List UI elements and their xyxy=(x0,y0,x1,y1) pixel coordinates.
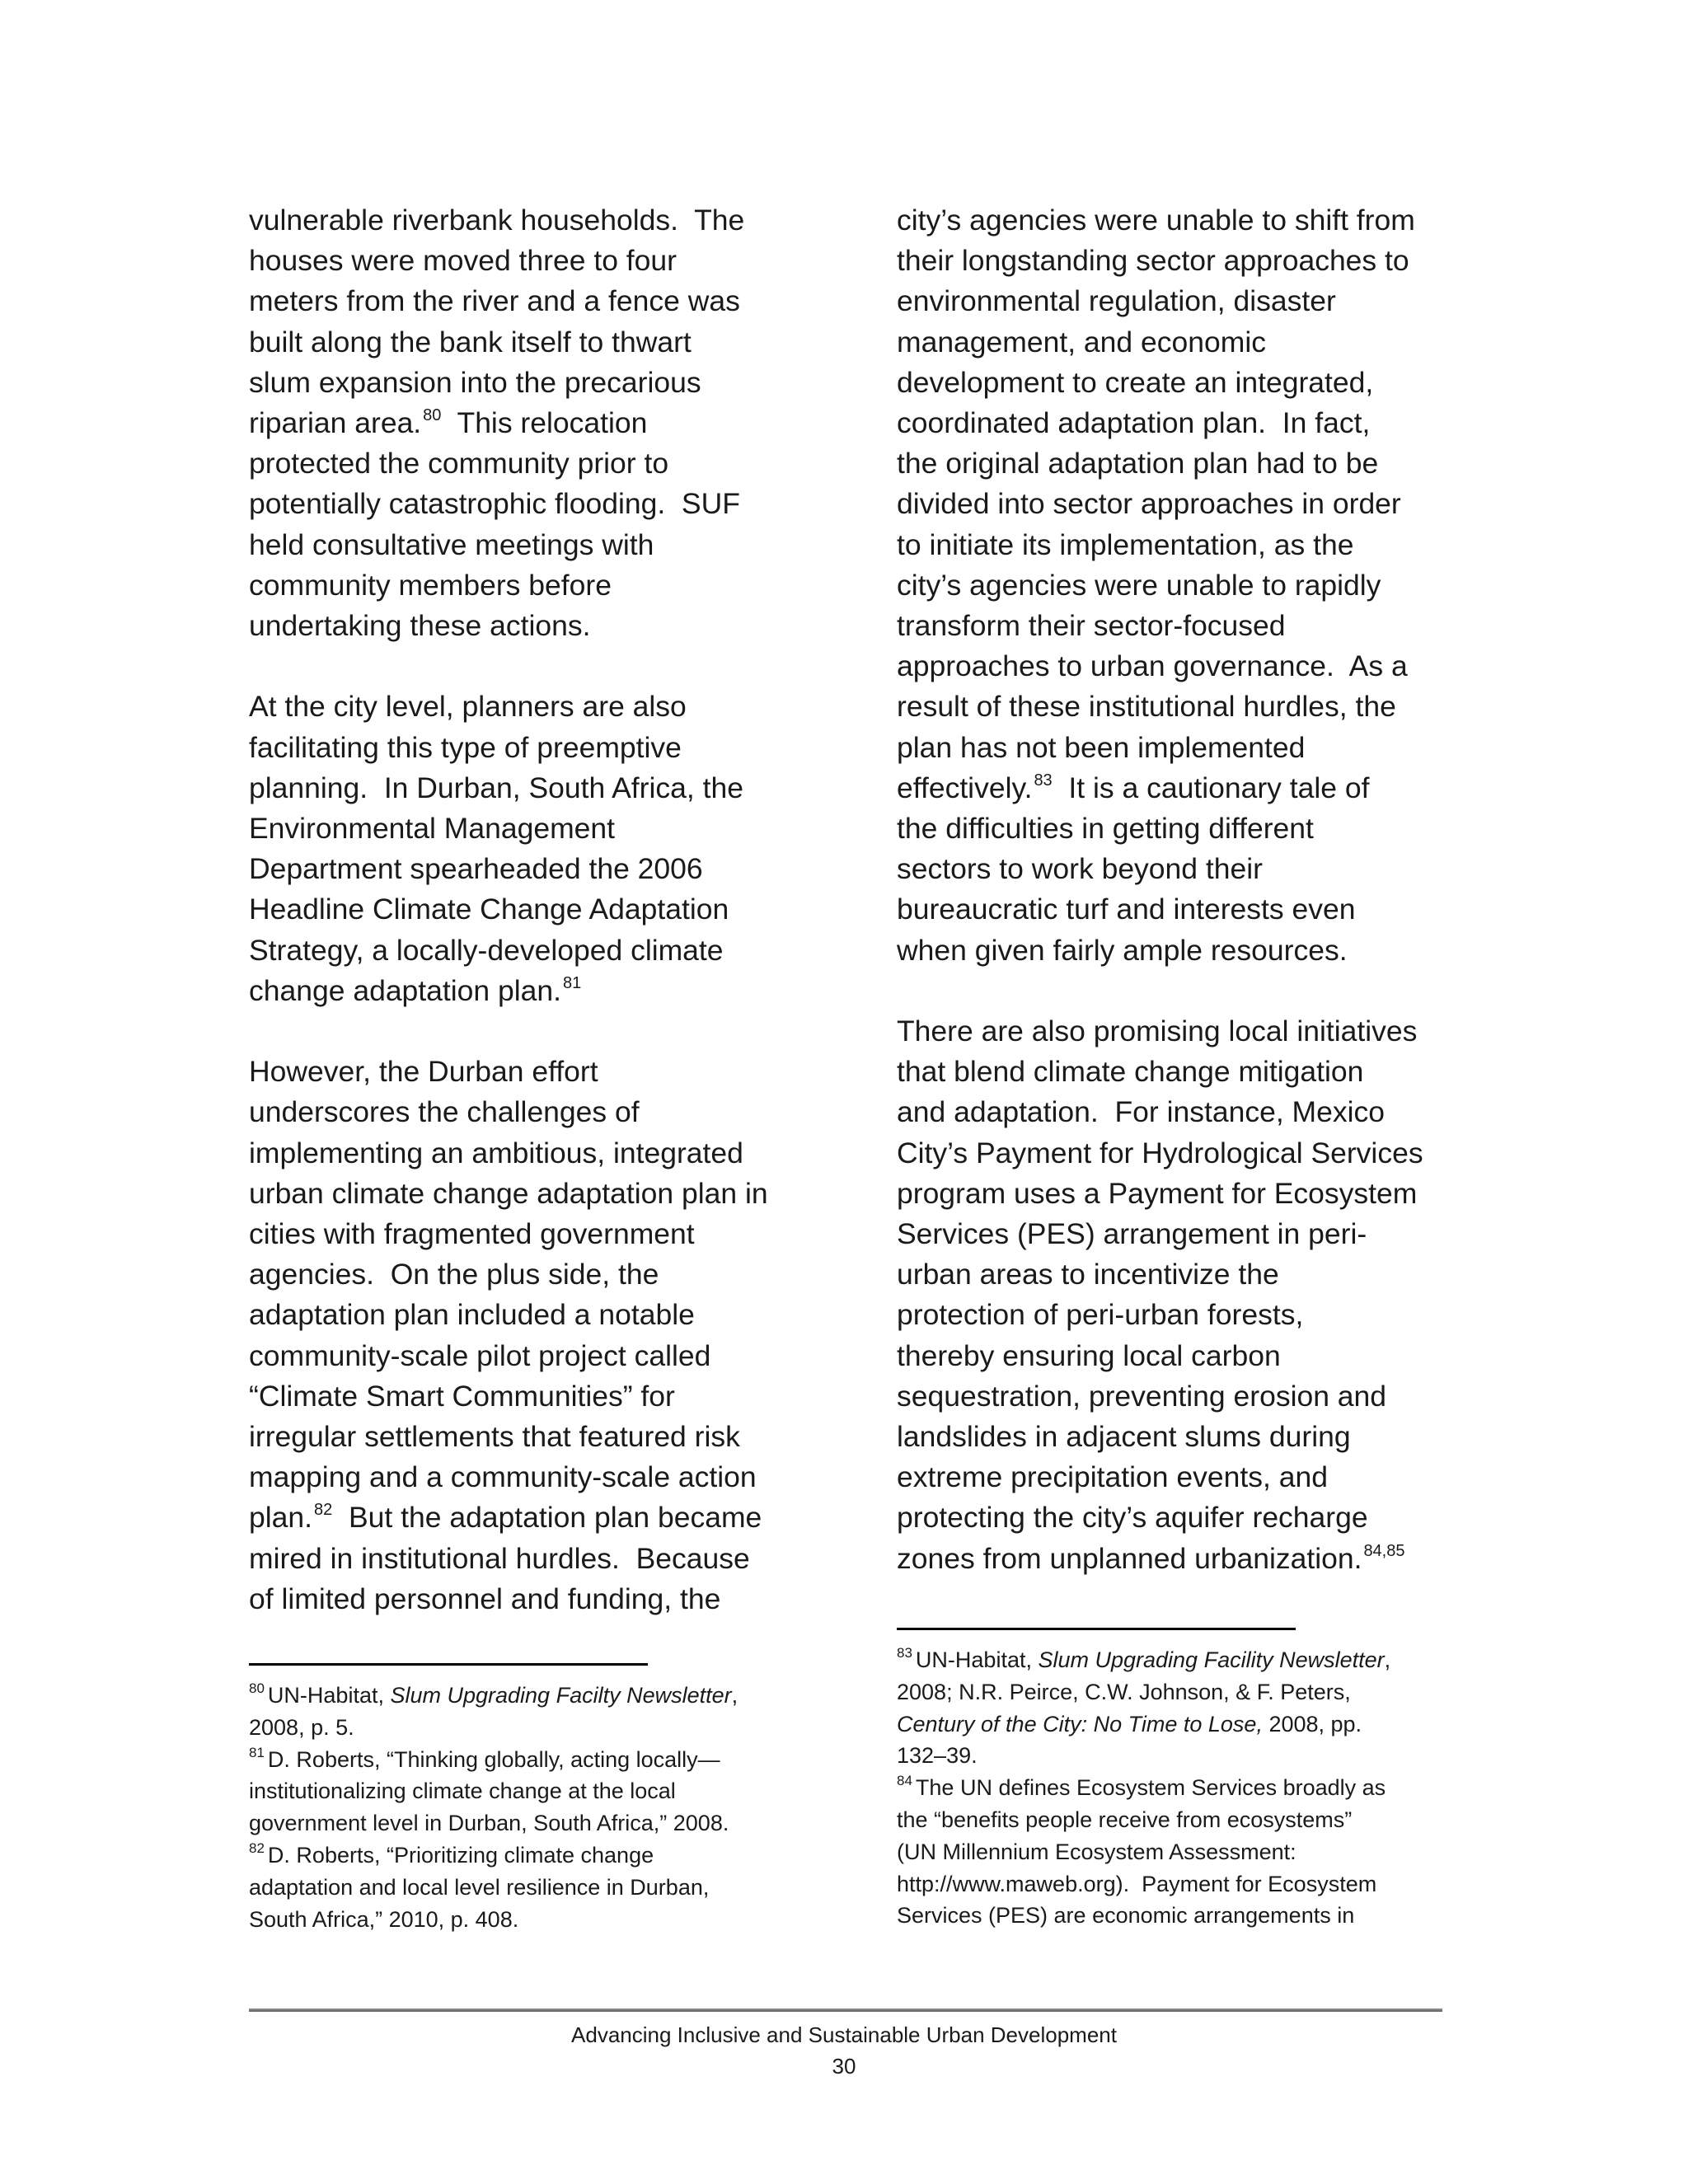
text-line xyxy=(897,443,1457,484)
body-text: implementing an ambitious, integrated xyxy=(249,1136,743,1169)
text-line xyxy=(249,200,809,241)
right-column xyxy=(897,200,1457,1579)
text-line xyxy=(897,525,1457,565)
footnote-text: 2008; N.R. Peirce, C.W. Johnson, & F. Peters, xyxy=(897,1679,1351,1704)
footnote-line xyxy=(897,1740,1474,1772)
body-text: plan has not been implemented xyxy=(897,730,1306,764)
footnote-line xyxy=(897,1644,1474,1676)
text-line xyxy=(897,1295,1457,1335)
footnote-separator-left xyxy=(249,1663,648,1666)
text-line xyxy=(897,606,1457,646)
body-text: bureaucratic turf and interests even xyxy=(897,893,1356,926)
body-text: Strategy, a locally-developed climate xyxy=(249,933,724,967)
body-text: environmental regulation, disaster xyxy=(897,284,1336,318)
body-paragraph xyxy=(249,1052,809,1619)
footnote-text: http://www.maweb.org). Payment for Ecosystem xyxy=(897,1871,1377,1896)
footnote-line xyxy=(249,1712,826,1744)
text-line xyxy=(897,1457,1457,1497)
footnote-text: D. Roberts, “Thinking globally, acting locally— xyxy=(267,1746,720,1772)
text-line xyxy=(249,525,809,565)
text-line xyxy=(249,1539,809,1579)
text-line xyxy=(897,363,1457,403)
body-text: city’s agencies were unable to shift from xyxy=(897,204,1415,237)
text-line xyxy=(249,322,809,363)
footnote-line xyxy=(897,1836,1474,1868)
text-line xyxy=(897,1336,1457,1376)
body-text: sectors to work beyond their xyxy=(897,852,1263,886)
text-line xyxy=(249,768,809,808)
footnote-number: 82 xyxy=(249,1840,265,1856)
body-text: protecting the city’s aquifer recharge xyxy=(897,1501,1368,1535)
text-line xyxy=(249,889,809,930)
body-text: community-scale pilot project called xyxy=(249,1338,711,1372)
footer-title: Advancing Inclusive and Sustainable Urban Development xyxy=(571,2022,1117,2047)
footnote-line xyxy=(249,1775,826,1807)
body-text: thereby ensuring local carbon xyxy=(897,1338,1281,1372)
text-line xyxy=(897,322,1457,363)
text-line xyxy=(897,200,1457,241)
text-line xyxy=(897,403,1457,443)
text-line xyxy=(249,241,809,281)
text-line xyxy=(897,1174,1457,1214)
body-text: when given fairly ample resources. xyxy=(897,933,1348,967)
body-text: effectively. xyxy=(897,771,1033,804)
text-line xyxy=(249,930,809,971)
text-line xyxy=(897,1133,1457,1174)
text-line xyxy=(897,889,1457,930)
footnote-line xyxy=(897,1868,1474,1900)
body-text: slum expansion into the precarious xyxy=(249,365,701,399)
text-line xyxy=(897,768,1457,808)
text-line xyxy=(897,1376,1457,1417)
footnote-text: adaptation and local level resilience in Durban, xyxy=(249,1874,710,1900)
text-line xyxy=(897,1011,1457,1052)
body-text: It is a cautionary tale of xyxy=(1052,771,1370,804)
text-line xyxy=(249,1174,809,1214)
footnote-italic-text: Slum Upgrading Facilty Newsletter xyxy=(390,1683,732,1708)
body-text: mired in institutional hurdles. Because xyxy=(249,1541,750,1575)
text-line xyxy=(249,849,809,889)
footnote-reference[interactable]: 80 xyxy=(423,406,442,425)
text-line xyxy=(249,971,809,1011)
body-text: undertaking these actions. xyxy=(249,609,591,643)
text-line xyxy=(249,606,809,646)
body-text: program uses a Payment for Ecosystem xyxy=(897,1176,1418,1210)
text-line xyxy=(249,1052,809,1092)
body-text: planning. In Durban, South Africa, the xyxy=(249,771,743,804)
footnote-text: D. Roberts, “Prioritizing climate change xyxy=(267,1842,654,1868)
footnote-text: , xyxy=(1384,1647,1391,1672)
body-text: city’s agencies were unable to rapidly xyxy=(897,568,1381,602)
footnote-line xyxy=(897,1676,1474,1708)
body-text: vulnerable riverbank households. The xyxy=(249,204,745,237)
body-text: Environmental Management xyxy=(249,812,615,846)
body-text: built along the bank itself to thwart xyxy=(249,325,692,359)
body-text: cities with fragmented government xyxy=(249,1217,695,1251)
body-text: Headline Climate Change Adaptation xyxy=(249,893,729,926)
text-line xyxy=(249,1133,809,1174)
body-text: urban climate change adaptation plan in xyxy=(249,1176,768,1210)
text-line xyxy=(249,808,809,849)
footnote-text: The UN defines Ecosystem Services broadly as xyxy=(915,1775,1386,1801)
text-line xyxy=(249,565,809,606)
text-line xyxy=(249,1214,809,1254)
body-text: result of these institutional hurdles, the xyxy=(897,690,1396,724)
text-line xyxy=(897,484,1457,524)
footnote-text: Services (PES) are economic arrangements in xyxy=(897,1903,1355,1929)
text-line xyxy=(897,241,1457,281)
footnotes-right xyxy=(897,1644,1474,1932)
body-text: change adaptation plan. xyxy=(249,973,561,1007)
text-line xyxy=(249,443,809,484)
footnote-reference[interactable]: 84,85 xyxy=(1363,1541,1405,1560)
footnote-reference[interactable]: 82 xyxy=(313,1501,333,1520)
text-line xyxy=(249,1092,809,1132)
body-text: that blend climate change mitigation xyxy=(897,1055,1364,1089)
body-text: adaptation plan included a notable xyxy=(249,1298,695,1332)
body-text: management, and economic xyxy=(897,325,1266,359)
footnote-line xyxy=(897,1708,1474,1741)
text-line xyxy=(249,1254,809,1295)
footnotes-left xyxy=(249,1680,826,1935)
body-text: There are also promising local initiatives xyxy=(897,1015,1418,1048)
text-line xyxy=(249,728,809,768)
body-paragraph xyxy=(897,1011,1457,1579)
footnote-line xyxy=(897,1772,1474,1804)
body-text: development to create an integrated, xyxy=(897,365,1374,399)
text-line xyxy=(249,1497,809,1538)
footnote-text: UN-Habitat, xyxy=(915,1647,1039,1672)
footnote-text: institutionalizing climate change at the local xyxy=(249,1779,676,1804)
text-line xyxy=(897,1092,1457,1132)
body-text: “Climate Smart Communities” for xyxy=(249,1379,675,1413)
text-line xyxy=(249,1336,809,1376)
footnote-line xyxy=(897,1900,1474,1932)
text-line xyxy=(897,808,1457,849)
footnote-reference[interactable]: 81 xyxy=(563,973,582,992)
body-text: houses were moved three to four xyxy=(249,244,677,278)
text-line xyxy=(249,1457,809,1497)
body-text: and adaptation. For instance, Mexico xyxy=(897,1095,1386,1129)
body-text: meters from the river and a fence was xyxy=(249,284,740,318)
text-line xyxy=(897,1214,1457,1254)
text-line xyxy=(249,363,809,403)
text-line xyxy=(897,1497,1457,1538)
footnote-line xyxy=(249,1680,826,1712)
body-text: divided into sector approaches in order xyxy=(897,487,1401,521)
body-text: underscores the challenges of xyxy=(249,1095,640,1129)
body-paragraph xyxy=(249,200,809,646)
left-column xyxy=(249,200,809,1619)
body-text: of limited personnel and funding, the xyxy=(249,1582,721,1615)
body-text: However, the Durban effort xyxy=(249,1055,598,1089)
footnote-reference[interactable]: 83 xyxy=(1034,771,1053,790)
footnote-text: (UN Millennium Ecosystem Assessment: xyxy=(897,1839,1296,1864)
text-line xyxy=(897,1052,1457,1092)
footnote-text: 132–39. xyxy=(897,1743,978,1769)
footnote-text: , xyxy=(731,1683,738,1708)
body-text: riparian area. xyxy=(249,406,422,440)
body-text: plan. xyxy=(249,1501,312,1535)
footnote-text: government level in Durban, South Africa,” 2008. xyxy=(249,1811,729,1836)
footnote-text: 2008, pp. xyxy=(1262,1711,1362,1736)
body-text: coordinated adaptation plan. In fact, xyxy=(897,406,1371,440)
body-text: protected the community prior to xyxy=(249,447,669,480)
body-text: At the city level, planners are also xyxy=(249,690,687,724)
footnote-number: 83 xyxy=(897,1645,912,1661)
footnote-line xyxy=(249,1744,826,1776)
body-text: facilitating this type of preemptive xyxy=(249,730,682,764)
body-text: extreme precipitation events, and xyxy=(897,1460,1328,1494)
body-text: landslides in adjacent slums during xyxy=(897,1420,1351,1454)
footnote-line xyxy=(897,1804,1474,1836)
body-text: potentially catastrophic flooding. SUF xyxy=(249,487,740,521)
text-line xyxy=(897,1417,1457,1457)
footnote-line xyxy=(249,1872,826,1904)
body-text: irregular settlements that featured risk xyxy=(249,1420,740,1454)
text-line xyxy=(249,1295,809,1335)
footnote-number: 81 xyxy=(249,1744,265,1760)
footnote-text: South Africa,” 2010, p. 408. xyxy=(249,1906,519,1932)
footer-divider xyxy=(249,2008,1442,2012)
body-paragraph xyxy=(249,687,809,1011)
text-line xyxy=(897,281,1457,321)
body-text: transform their sector-focused xyxy=(897,609,1286,643)
text-line xyxy=(897,1539,1457,1579)
body-text: to initiate its implementation, as the xyxy=(897,527,1354,561)
body-text: sequestration, preventing erosion and xyxy=(897,1379,1387,1413)
footnote-text: UN-Habitat, xyxy=(267,1683,391,1708)
text-line xyxy=(897,849,1457,889)
text-line xyxy=(249,484,809,524)
body-text: But the adaptation plan became xyxy=(332,1501,762,1535)
text-line xyxy=(897,646,1457,687)
text-line xyxy=(897,930,1457,971)
body-text: Department spearheaded the 2006 xyxy=(249,852,703,886)
text-line xyxy=(249,1417,809,1457)
body-text: community members before xyxy=(249,568,612,602)
text-line xyxy=(897,728,1457,768)
footnote-line xyxy=(249,1807,826,1840)
footnote-line xyxy=(249,1904,826,1936)
text-line xyxy=(249,1579,809,1619)
footnote-text: 2008, p. 5. xyxy=(249,1714,354,1740)
body-paragraph xyxy=(897,200,1457,971)
body-text: Services (PES) arrangement in peri- xyxy=(897,1217,1367,1251)
footnote-number: 84 xyxy=(897,1773,912,1789)
footnote-text: the “benefits people receive from ecosystems” xyxy=(897,1807,1353,1832)
text-line xyxy=(249,281,809,321)
body-text: City’s Payment for Hydrological Services xyxy=(897,1136,1423,1169)
body-text: agencies. On the plus side, the xyxy=(249,1258,659,1291)
text-line xyxy=(897,687,1457,727)
page-number: 30 xyxy=(832,2054,856,2079)
body-text: This relocation xyxy=(441,406,648,440)
footnote-number: 80 xyxy=(249,1680,265,1696)
text-line xyxy=(249,1376,809,1417)
text-line xyxy=(897,565,1457,606)
body-text: mapping and a community-scale action xyxy=(249,1460,757,1494)
body-text: urban areas to incentivize the xyxy=(897,1258,1279,1291)
body-text: the original adaptation plan had to be xyxy=(897,447,1379,480)
text-line xyxy=(897,1254,1457,1295)
body-text: zones from unplanned urbanization. xyxy=(897,1541,1362,1575)
body-text: their longstanding sector approaches to xyxy=(897,244,1409,278)
text-line xyxy=(249,687,809,727)
footnote-italic-text: Slum Upgrading Facility Newsletter xyxy=(1038,1647,1385,1672)
body-text: held consultative meetings with xyxy=(249,527,654,561)
body-text: the difficulties in getting different xyxy=(897,812,1314,846)
body-text: approaches to urban governance. As a xyxy=(897,649,1408,683)
footnote-italic-text: Century of the City: No Time to Lose, xyxy=(897,1711,1263,1736)
footnote-separator-right xyxy=(897,1628,1296,1630)
text-line xyxy=(249,403,809,443)
footnote-line xyxy=(249,1840,826,1872)
body-text: protection of peri-urban forests, xyxy=(897,1298,1304,1332)
